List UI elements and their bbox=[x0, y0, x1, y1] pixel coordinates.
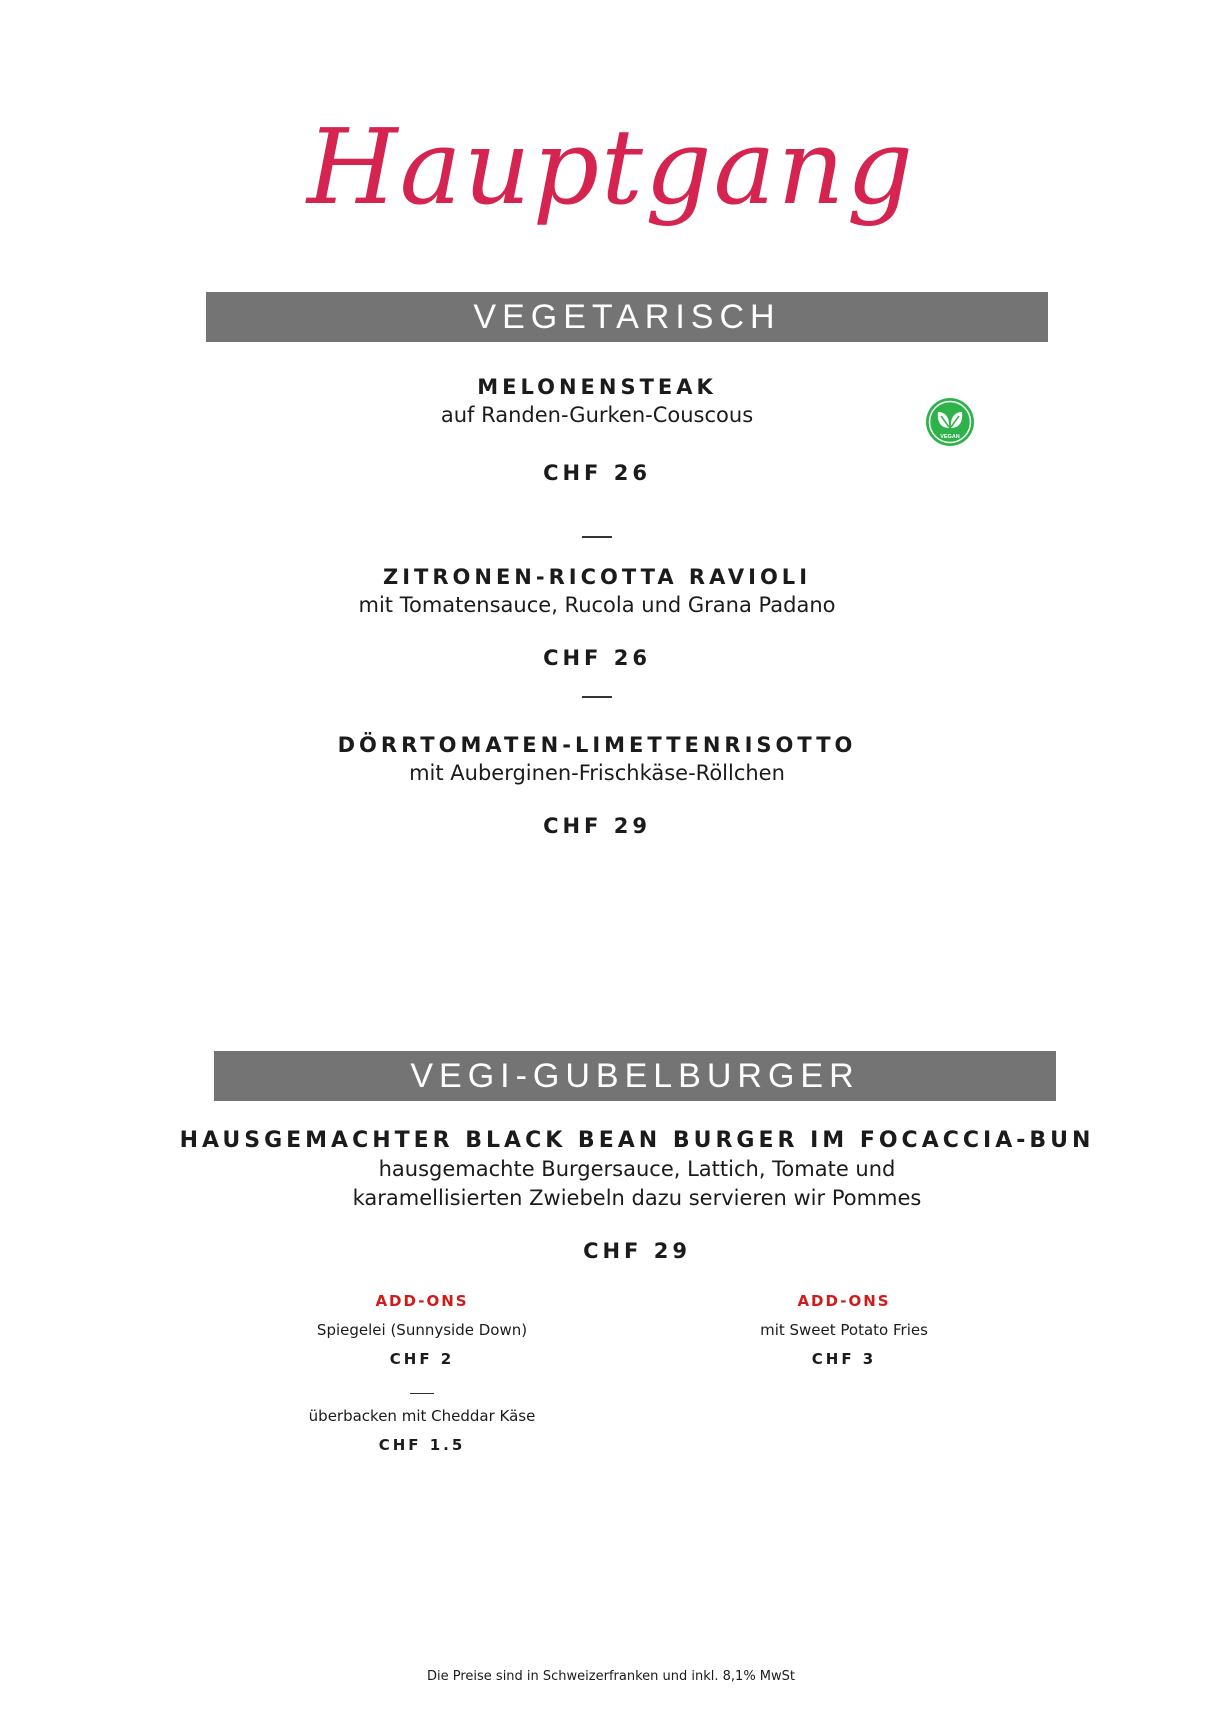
separator-line bbox=[410, 1393, 434, 1394]
dish-price-risotto: CHF 29 bbox=[543, 814, 651, 838]
footnote: Die Preise sind in Schweizerfranken und inkl. 8,1% MwSt bbox=[426, 1669, 795, 1684]
addon-price-sweet-potato-fries: CHF 3 bbox=[811, 1350, 877, 1368]
dish-description-burger-line2: karamellisierten Zwiebeln dazu servieren wir Pommes bbox=[352, 1186, 922, 1210]
addon-description-cheddar: überbacken mit Cheddar Käse bbox=[308, 1407, 536, 1425]
vegan-leaf-icon bbox=[925, 397, 975, 447]
dish-name-risotto: DÖRRTOMATEN-LIMETTENRISOTTO bbox=[337, 733, 857, 757]
page-title: Hauptgang bbox=[306, 106, 916, 228]
addon-price-spiegelei: CHF 2 bbox=[389, 1350, 455, 1368]
addon-description-sweet-potato-fries: mit Sweet Potato Fries bbox=[760, 1321, 928, 1339]
addon-price-cheddar: CHF 1.5 bbox=[378, 1436, 466, 1454]
vegan-badge-label: VEGAN bbox=[940, 434, 960, 440]
section-heading-vegi-gubelburger: VEGI-GUBELBURGER bbox=[214, 1051, 1056, 1101]
dish-description-risotto: mit Auberginen-Frischkäse-Röllchen bbox=[409, 761, 785, 785]
dish-name-burger: HAUSGEMACHTER BLACK BEAN BURGER IM FOCACCIA-BUN bbox=[179, 1128, 1095, 1153]
dish-name-ravioli: ZITRONEN-RICOTTA RAVIOLI bbox=[382, 565, 812, 589]
dish-description-ravioli: mit Tomatensauce, Rucola und Grana Padano bbox=[358, 593, 836, 617]
dish-description-burger-line1: hausgemachte Burgersauce, Lattich, Tomate und bbox=[378, 1157, 896, 1181]
dish-price-ravioli: CHF 26 bbox=[543, 646, 651, 670]
separator-line bbox=[582, 536, 612, 538]
addons-heading-left: ADD-ONS bbox=[375, 1292, 469, 1310]
dish-price-burger: CHF 29 bbox=[583, 1239, 691, 1263]
dish-price-melonensteak: CHF 26 bbox=[543, 461, 651, 485]
dish-name-melonensteak: MELONENSTEAK bbox=[477, 375, 717, 399]
section-heading-vegetarisch: VEGETARISCH bbox=[206, 292, 1048, 342]
dish-description-melonensteak: auf Randen-Gurken-Couscous bbox=[440, 403, 754, 427]
separator-line bbox=[582, 696, 612, 698]
addons-heading-right: ADD-ONS bbox=[797, 1292, 891, 1310]
addon-description-spiegelei: Spiegelei (Sunnyside Down) bbox=[316, 1321, 528, 1339]
